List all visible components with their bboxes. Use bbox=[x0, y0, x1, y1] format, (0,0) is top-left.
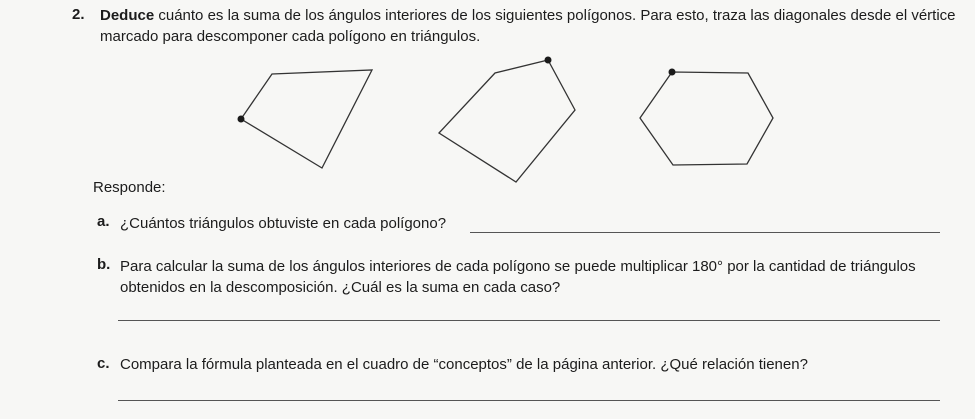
instruction-lead: Deduce bbox=[100, 7, 155, 24]
question-b-line1: Para calcular la suma de los ángulos interiores de cada polígono se puede multiplicar 180° por la cantidad de triángulos bbox=[120, 258, 916, 275]
exercise-number: 2. bbox=[72, 6, 85, 23]
hexagon-marked-vertex bbox=[669, 69, 676, 76]
pentagon-marked-vertex bbox=[545, 57, 552, 64]
instruction-rest: cuánto es la suma de los ángulos interiores de los siguientes polígonos. Para esto, traza las diagonales desde el vértice bbox=[158, 7, 956, 24]
question-a-letter: a. bbox=[97, 213, 110, 230]
question-c-text: Compara la fórmula planteada en el cuadro de “conceptos” de la página anterior. ¿Qué relación tienen? bbox=[120, 356, 808, 373]
respond-label: Responde: bbox=[93, 179, 166, 196]
quadrilateral-marked-vertex bbox=[238, 116, 245, 123]
question-c-letter: c. bbox=[97, 355, 110, 372]
question-a-text: ¿Cuántos triángulos obtuviste en cada polígono? bbox=[120, 215, 447, 232]
question-b-letter: b. bbox=[97, 256, 111, 273]
pentagon-shape bbox=[439, 60, 575, 182]
answer-line-a[interactable] bbox=[470, 232, 940, 233]
hexagon-shape bbox=[640, 72, 773, 165]
exercise-instruction-line2: marcado para descomponer cada polígono en triángulos. bbox=[100, 28, 481, 45]
question-b-line2: obtenidos en la descomposición. ¿Cuál es la suma en cada caso? bbox=[120, 279, 561, 296]
answer-line-c[interactable] bbox=[118, 400, 940, 401]
answer-line-b[interactable] bbox=[118, 320, 940, 321]
quadrilateral-shape bbox=[241, 70, 372, 168]
